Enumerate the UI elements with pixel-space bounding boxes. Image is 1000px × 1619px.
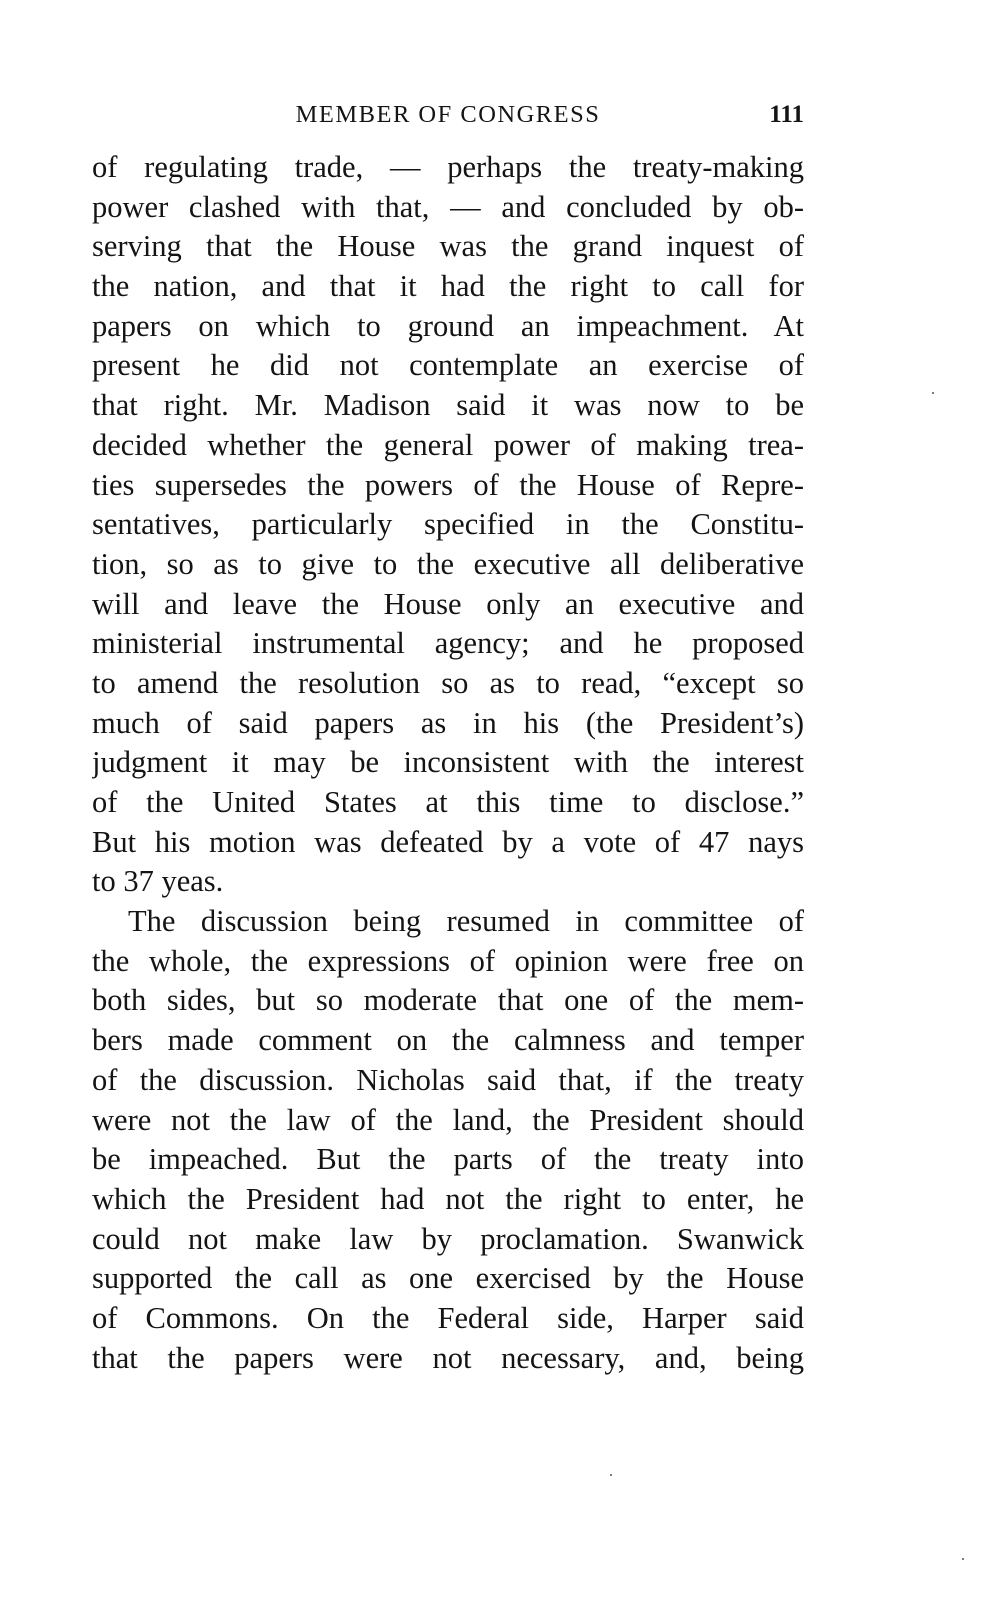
body-text [92, 148, 804, 1378]
text-line: power clashed with that, — and concluded by ob- [92, 189, 804, 224]
text-line: papers on which to ground an impeachment. At [92, 308, 804, 343]
text-line: tion, so as to give to the executive all deliberative [92, 546, 804, 581]
text-line: of the discussion. Nicholas said that, if the treaty [92, 1062, 804, 1097]
page-number: 111 [769, 101, 804, 128]
text-line: that right. Mr. Madison said it was now to be [92, 388, 804, 423]
text-line: will and leave the House only an executive and [92, 586, 804, 621]
text-line: ministerial instrumental agency; and he proposed [92, 626, 804, 661]
text-line: both sides, but so moderate that one of the mem- [92, 983, 804, 1018]
text-line: the whole, the expressions of opinion were free on [92, 943, 804, 978]
text-line: supported the call as one exercised by the House [92, 1261, 804, 1296]
text-line: of regulating trade, — perhaps the treaty-making [92, 150, 804, 184]
text-line: that the papers were not necessary, and, being [92, 1340, 804, 1375]
text-line: be impeached. But the parts of the treaty into [92, 1142, 804, 1177]
text-line: were not the law of the land, the President should [92, 1102, 804, 1137]
text-line: to amend the resolution so as to read, “except so [92, 665, 804, 700]
paragraph-end-line: to 37 yeas. [92, 864, 224, 899]
text-line: serving that the House was the grand inquest of [92, 229, 804, 264]
text-line: the nation, and that it had the right to call for [92, 269, 804, 304]
text-line: much of said papers as in his (the President’s) [92, 705, 804, 740]
text-line: ties supersedes the powers of the House of Repre- [92, 467, 804, 502]
scan-speck [962, 1558, 964, 1560]
text-line: bers made comment on the calmness and temper [92, 1023, 804, 1058]
text-line: of Commons. On the Federal side, Harper said [92, 1300, 804, 1335]
text-line: could not make law by proclamation. Swanwick [92, 1221, 804, 1256]
paragraph-start-line: The discussion being resumed in committee of [128, 904, 804, 939]
text-line: But his motion was defeated by a vote of 47 nays [92, 824, 804, 859]
text-line: of the United States at this time to disclose.” [92, 785, 804, 819]
scan-speck [610, 1474, 612, 1476]
running-head [92, 98, 804, 132]
text-line: which the President had not the right to enter, he [92, 1181, 804, 1216]
running-title: MEMBER OF CONGRESS [295, 101, 601, 128]
text-line: sentatives, particularly specified in the Constitu- [92, 507, 804, 542]
text-line: present he did not contemplate an exercise of [92, 348, 804, 383]
text-line: judgment it may be inconsistent with the interest [92, 745, 804, 780]
text-line: decided whether the general power of making trea- [92, 427, 804, 462]
scan-speck [932, 392, 934, 394]
